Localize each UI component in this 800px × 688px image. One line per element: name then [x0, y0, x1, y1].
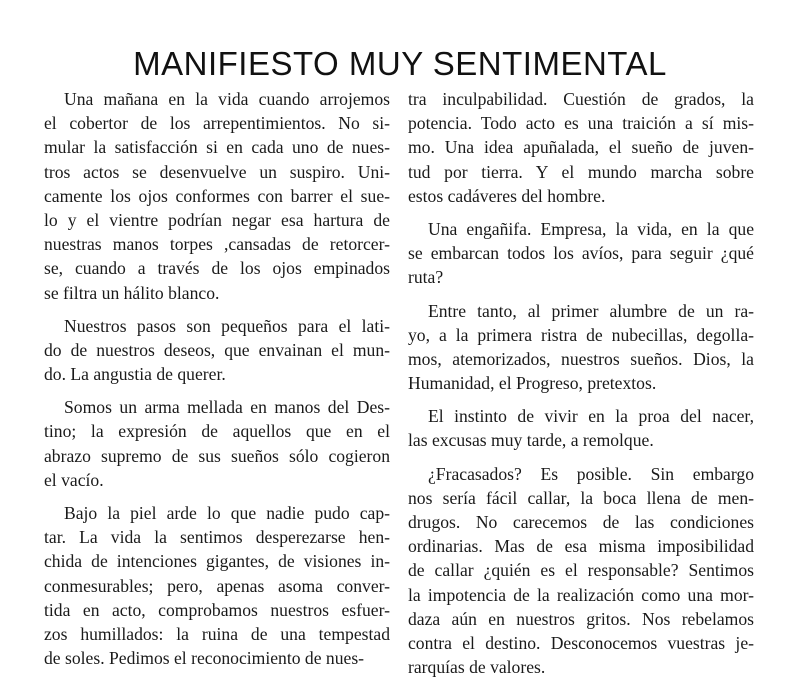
paragraph	[44, 314, 390, 387]
paragraph	[44, 87, 390, 305]
text-line: se, cuando a través de los ojos empinados	[44, 258, 390, 279]
text-line: la impotencia de la realización como una mor-	[408, 584, 754, 605]
text-line: rarquías de valores.	[408, 657, 546, 678]
text-line: tud por tierra. Y el mundo marcha sobre	[408, 161, 754, 182]
text-line: se embarcan todos los avíos, para seguir ¿qué	[408, 243, 754, 264]
text-line: de soles. Pedimos el reconocimiento de nues-	[44, 648, 365, 669]
paragraph	[408, 462, 754, 680]
text-line: ordinarias. Mas de esa misma imposibilidad	[408, 536, 754, 557]
text-line: Una engañifa. Empresa, la vida, en la que	[428, 218, 754, 239]
text-line: contra el destino. Desconocemos vuestras je-	[408, 632, 754, 653]
left-column	[44, 87, 390, 679]
text-line: el vacío.	[44, 469, 104, 490]
text-line: tar. La vida la sentimos desperezarse hen-	[44, 527, 390, 548]
text-line: El instinto de vivir en la proa del nacer,	[428, 406, 754, 427]
text-line: estos cadáveres del hombre.	[408, 185, 606, 206]
paragraph	[408, 299, 754, 396]
text-line: Entre tanto, al primer alumbre de un ra-	[428, 300, 754, 321]
text-line: chida de intenciones gigantes, de visiones in-	[44, 551, 390, 572]
text-line: ¿Fracasados? Es posible. Sin embargo	[428, 463, 754, 484]
text-line: daza aún en nuestros gritos. Nos rebelamos	[408, 608, 754, 629]
text-line: mos, atemorizados, nuestros sueños. Dios, la	[408, 348, 754, 369]
text-line: do de nuestros deseos, que envainan el mun-	[44, 339, 390, 360]
text-line: las excusas muy tarde, a remolque.	[408, 430, 654, 451]
text-line: conmesurables; pero, apenas asoma conver-	[44, 575, 390, 596]
paragraph	[44, 395, 390, 492]
text-line: lo y el vientre podrían negar esa hartura de	[44, 209, 390, 230]
text-line: Una mañana en la vida cuando arrojemos	[64, 89, 390, 109]
text-line: mular la satisfacción si en cada uno de nues-	[44, 137, 390, 158]
text-line: el cobertor de los arrepentimientos. No si-	[44, 113, 390, 134]
text-line: Humanidad, el Progreso, pretextos.	[408, 373, 657, 394]
text-line: tida en acto, comprobamos nuestros esfuer-	[44, 599, 390, 620]
text-line: tino; la expresión de aquellos que en el	[44, 421, 390, 442]
page-title: MANIFIESTO MUY SENTIMENTAL	[133, 45, 667, 82]
text-line: mo. Una idea apuñalada, el sueño de juven-	[408, 137, 754, 158]
text-line: Nuestros pasos son pequeños para el lati-	[64, 315, 390, 336]
text-line: se filtra un hálito blanco.	[44, 282, 220, 303]
text-line: zos humillados: la ruina de una tempestad	[44, 623, 390, 644]
text-line: nuestras manos torpes ,cansadas de retorcer-	[44, 234, 390, 255]
paragraph	[408, 87, 754, 208]
paragraph	[44, 501, 390, 670]
text-line: ruta?	[408, 267, 444, 288]
paragraph	[408, 404, 754, 452]
paragraph	[408, 217, 754, 290]
text-line: Somos un arma mellada en manos del Des-	[64, 397, 390, 418]
text-line: do. La angustia de querer.	[44, 364, 226, 385]
text-line: abrazo supremo de sus sueños sólo cogieron	[44, 445, 390, 466]
text-line: Bajo la piel arde lo que nadie pudo cap-	[64, 503, 390, 523]
text-line: camente los ojos conformes con barrer el sue-	[44, 185, 390, 206]
text-line: tros actos se desenvuelve un suspiro. Uni-	[44, 161, 390, 182]
text-line: potencia. Todo acto es una traición a sí mis-	[408, 113, 754, 134]
right-column	[408, 87, 754, 688]
text-line: nos sería fácil callar, la boca llena de men-	[408, 487, 754, 508]
text-line: drugos. No carecemos de las condiciones	[408, 512, 754, 532]
text-line: tra inculpabilidad. Cuestión de grados, la	[408, 89, 754, 109]
text-line: yo, a la primera ristra de nubecillas, degolla-	[408, 324, 754, 345]
text-line: de callar ¿quién es el responsable? Sentimos	[408, 560, 754, 581]
